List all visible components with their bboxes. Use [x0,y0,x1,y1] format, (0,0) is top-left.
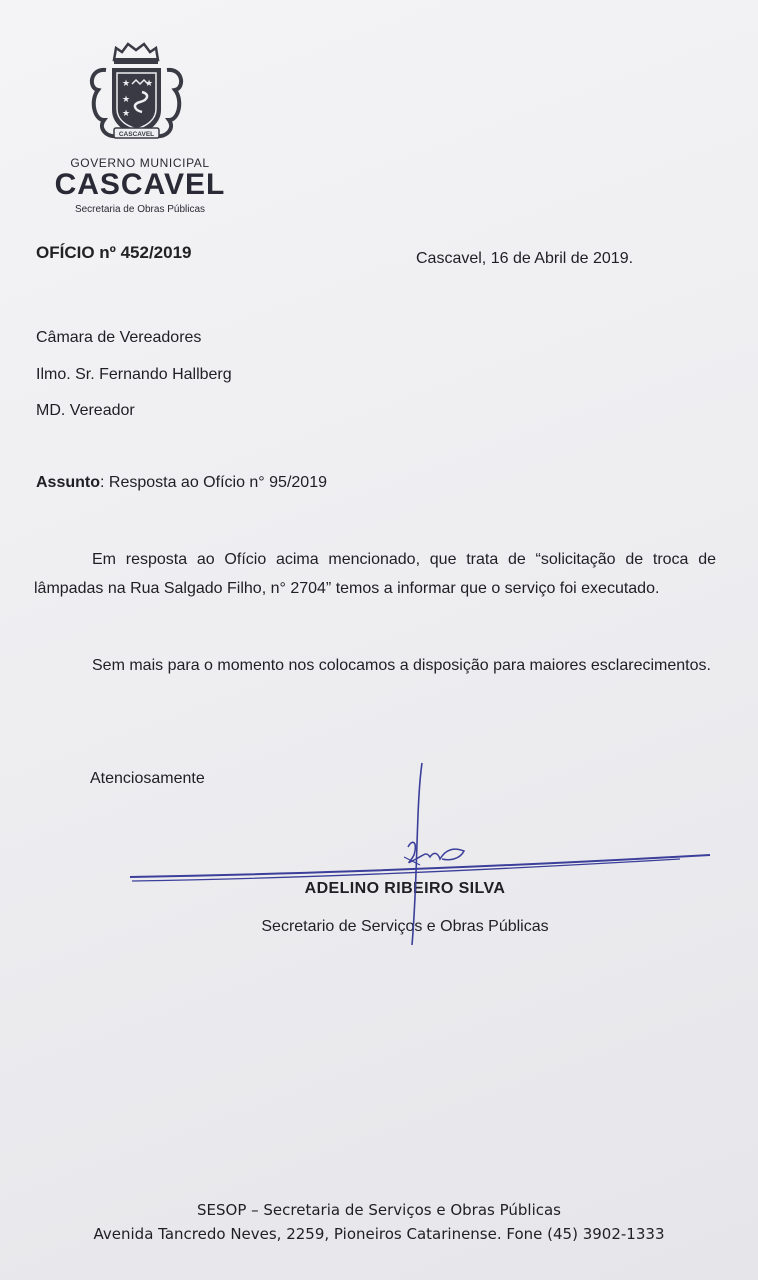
letterhead-government: GOVERNO MUNICIPAL [70,156,210,170]
recipient-institution: Câmara de Vereadores [36,329,202,346]
recipient-title: MD. Vereador [36,402,135,419]
logo-banner-text: CASCAVEL [118,131,155,138]
letterhead-department: Secretaria de Obras Públicas [74,204,206,215]
subject-line [36,474,327,492]
letterhead-city: CASCAVEL [54,168,226,201]
body-paragraph-1 [34,545,716,603]
signatory-role: Secretario de Serviços e Obras Públicas [261,918,549,935]
body-paragraph-2 [34,651,716,680]
svg-text:★: ★ [122,79,131,89]
recipient-name: Ilmo. Sr. Fernando Hallberg [36,366,232,383]
handwritten-signature [120,755,720,955]
cascavel-coat-of-arms-logo [84,40,189,145]
footer-department: SESOP – Secretaria de Serviços e Obras Públicas [197,1201,561,1219]
body-paragraph-1-text: Em resposta ao Ofício acima mencionado, que trata de “solicitação de troca de lâmpadas na Rua Salgado Filho, n° 2704” temos a informar que o serviço foi executado. [34,551,716,597]
body-paragraph-2-text: Sem mais para o momento nos colocamos a disposição para maiores esclarecimentos. [92,657,711,674]
closing-text: Atenciosamente [90,770,205,787]
svg-text:★: ★ [145,79,154,89]
svg-text:★: ★ [122,109,131,119]
footer-address: Avenida Tancredo Neves, 2259, Pioneiros Catarinense. Fone (45) 3902-1333 [93,1225,665,1243]
svg-text:★: ★ [122,95,131,105]
oficio-number: OFÍCIO nº 452/2019 [36,243,192,262]
subject-text: : Resposta ao Ofício n° 95/2019 [100,474,327,491]
subject-label: Assunto [36,474,100,491]
signatory-name: ADELINO RIBEIRO SILVA [304,880,506,897]
place-date: Cascavel, 16 de Abril de 2019. [416,250,634,267]
